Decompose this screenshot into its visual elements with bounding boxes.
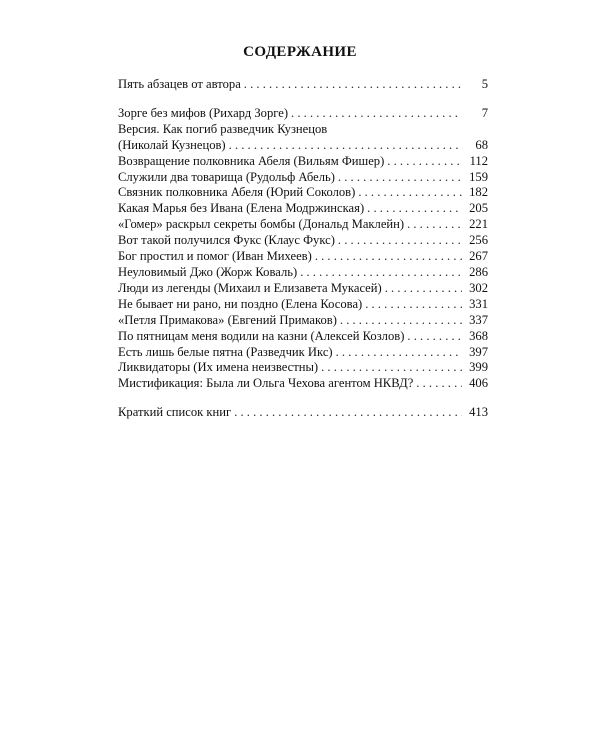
table-of-contents (118, 77, 488, 421)
toc-entry-title: Пять абзацев от автора (118, 77, 241, 91)
toc-entry (118, 405, 488, 421)
dot-leader (336, 345, 462, 361)
toc-page-number: 368 (469, 328, 488, 343)
toc-entry (118, 249, 488, 265)
toc-page-number: 413 (469, 405, 488, 420)
dot-leader (321, 360, 462, 376)
toc-page-number: 5 (481, 77, 488, 91)
toc-entry-title: Краткий список книг (118, 405, 232, 420)
toc-entry-title: Связник полковника Абеля (Юрий Соколов) (118, 185, 356, 200)
toc-entry-title: Мистификация: Была ли Ольга Чехова агентом НКВД? (118, 376, 414, 391)
toc-entry-title: Неуловимый Джо (Жорж Коваль) (118, 264, 298, 279)
toc-entry (118, 138, 488, 154)
toc-entry (118, 77, 488, 93)
toc-page-number: 286 (469, 264, 488, 279)
dot-leader (244, 77, 462, 93)
dot-leader (407, 329, 462, 345)
toc-entry (118, 233, 488, 249)
toc-page-number: 331 (469, 296, 488, 311)
dot-leader (291, 106, 462, 122)
toc-entry-title: Какая Марья без Ивана (Елена Модржинская) (118, 201, 365, 216)
toc-entry (118, 170, 488, 186)
dot-leader (315, 249, 462, 265)
toc-entry (118, 297, 488, 313)
toc-page-number: 221 (469, 217, 488, 232)
toc-entry (118, 185, 488, 201)
toc-page-number: 68 (475, 137, 488, 152)
toc-entry (118, 313, 488, 329)
toc-entry (118, 265, 488, 281)
dot-leader (407, 217, 462, 233)
toc-page-number: 7 (481, 105, 488, 120)
toc-entry-title: «Гомер» раскрыл секреты бомбы (Дональд Маклейн) (118, 217, 405, 232)
toc-page-number: 182 (469, 185, 488, 200)
dot-leader (234, 405, 462, 421)
toc-entry (118, 345, 488, 361)
toc-entry-title: Ликвидаторы (Их имена неизвестны) (118, 360, 319, 375)
toc-entry-title: (Николай Кузнецов) (118, 137, 226, 152)
toc-page-number: 406 (469, 376, 488, 391)
dot-leader (387, 154, 462, 170)
dot-leader (367, 201, 462, 217)
toc-entry-title: Вот такой получился Фукс (Клаус Фукс) (118, 233, 335, 248)
toc-entry-title: Бог простил и помог (Иван Михеев) (118, 249, 312, 264)
toc-entry (118, 281, 488, 297)
dot-leader (340, 313, 462, 329)
toc-page-number: 112 (469, 153, 488, 168)
toc-entry-title: По пятницам меня водили на казни (Алексей Козлов) (118, 328, 405, 343)
toc-entry-title: Служили два товарища (Рудольф Абель) (118, 169, 335, 184)
dot-leader (416, 376, 462, 392)
toc-page-number: 302 (469, 280, 488, 295)
dot-leader (338, 170, 462, 186)
toc-entry (118, 376, 488, 392)
toc-page-number: 397 (469, 344, 488, 359)
toc-entry (118, 106, 488, 122)
toc-entry (118, 217, 488, 233)
toc-entry (118, 201, 488, 217)
dot-leader (385, 281, 462, 297)
toc-entry-title: Возвращение полковника Абеля (Вильям Фишер) (118, 153, 385, 168)
toc-page-number: 337 (469, 312, 488, 327)
page-title: СОДЕРЖАНИЕ (243, 44, 357, 60)
toc-page-number: 205 (469, 201, 488, 216)
toc-entry-title-line1: Версия. Как погиб разведчик Кузнецов (118, 121, 328, 136)
dot-leader (300, 265, 462, 281)
toc-entry-title: Не бывает ни рано, ни поздно (Елена Косова) (118, 296, 363, 311)
toc-page-number: 256 (469, 233, 488, 248)
toc-entry-title: Зорге без мифов (Рихард Зорге) (118, 105, 289, 120)
toc-page-number: 267 (469, 249, 488, 264)
toc-entry-title: Люди из легенды (Михаил и Елизавета Мукасей) (118, 280, 382, 295)
toc-entry (118, 360, 488, 376)
dot-leader (358, 185, 462, 201)
toc-page-number: 399 (469, 360, 488, 375)
dot-leader (338, 233, 462, 249)
dot-leader (365, 297, 462, 313)
toc-entry-multiline (118, 122, 488, 154)
dot-leader (229, 138, 462, 154)
toc-entry (118, 154, 488, 170)
toc-entry-title: Есть лишь белые пятна (Разведчик Икс) (118, 344, 333, 359)
toc-entry (118, 329, 488, 345)
toc-entry-title: «Петля Примакова» (Евгений Примаков) (118, 312, 337, 327)
toc-page-number: 159 (469, 169, 488, 184)
